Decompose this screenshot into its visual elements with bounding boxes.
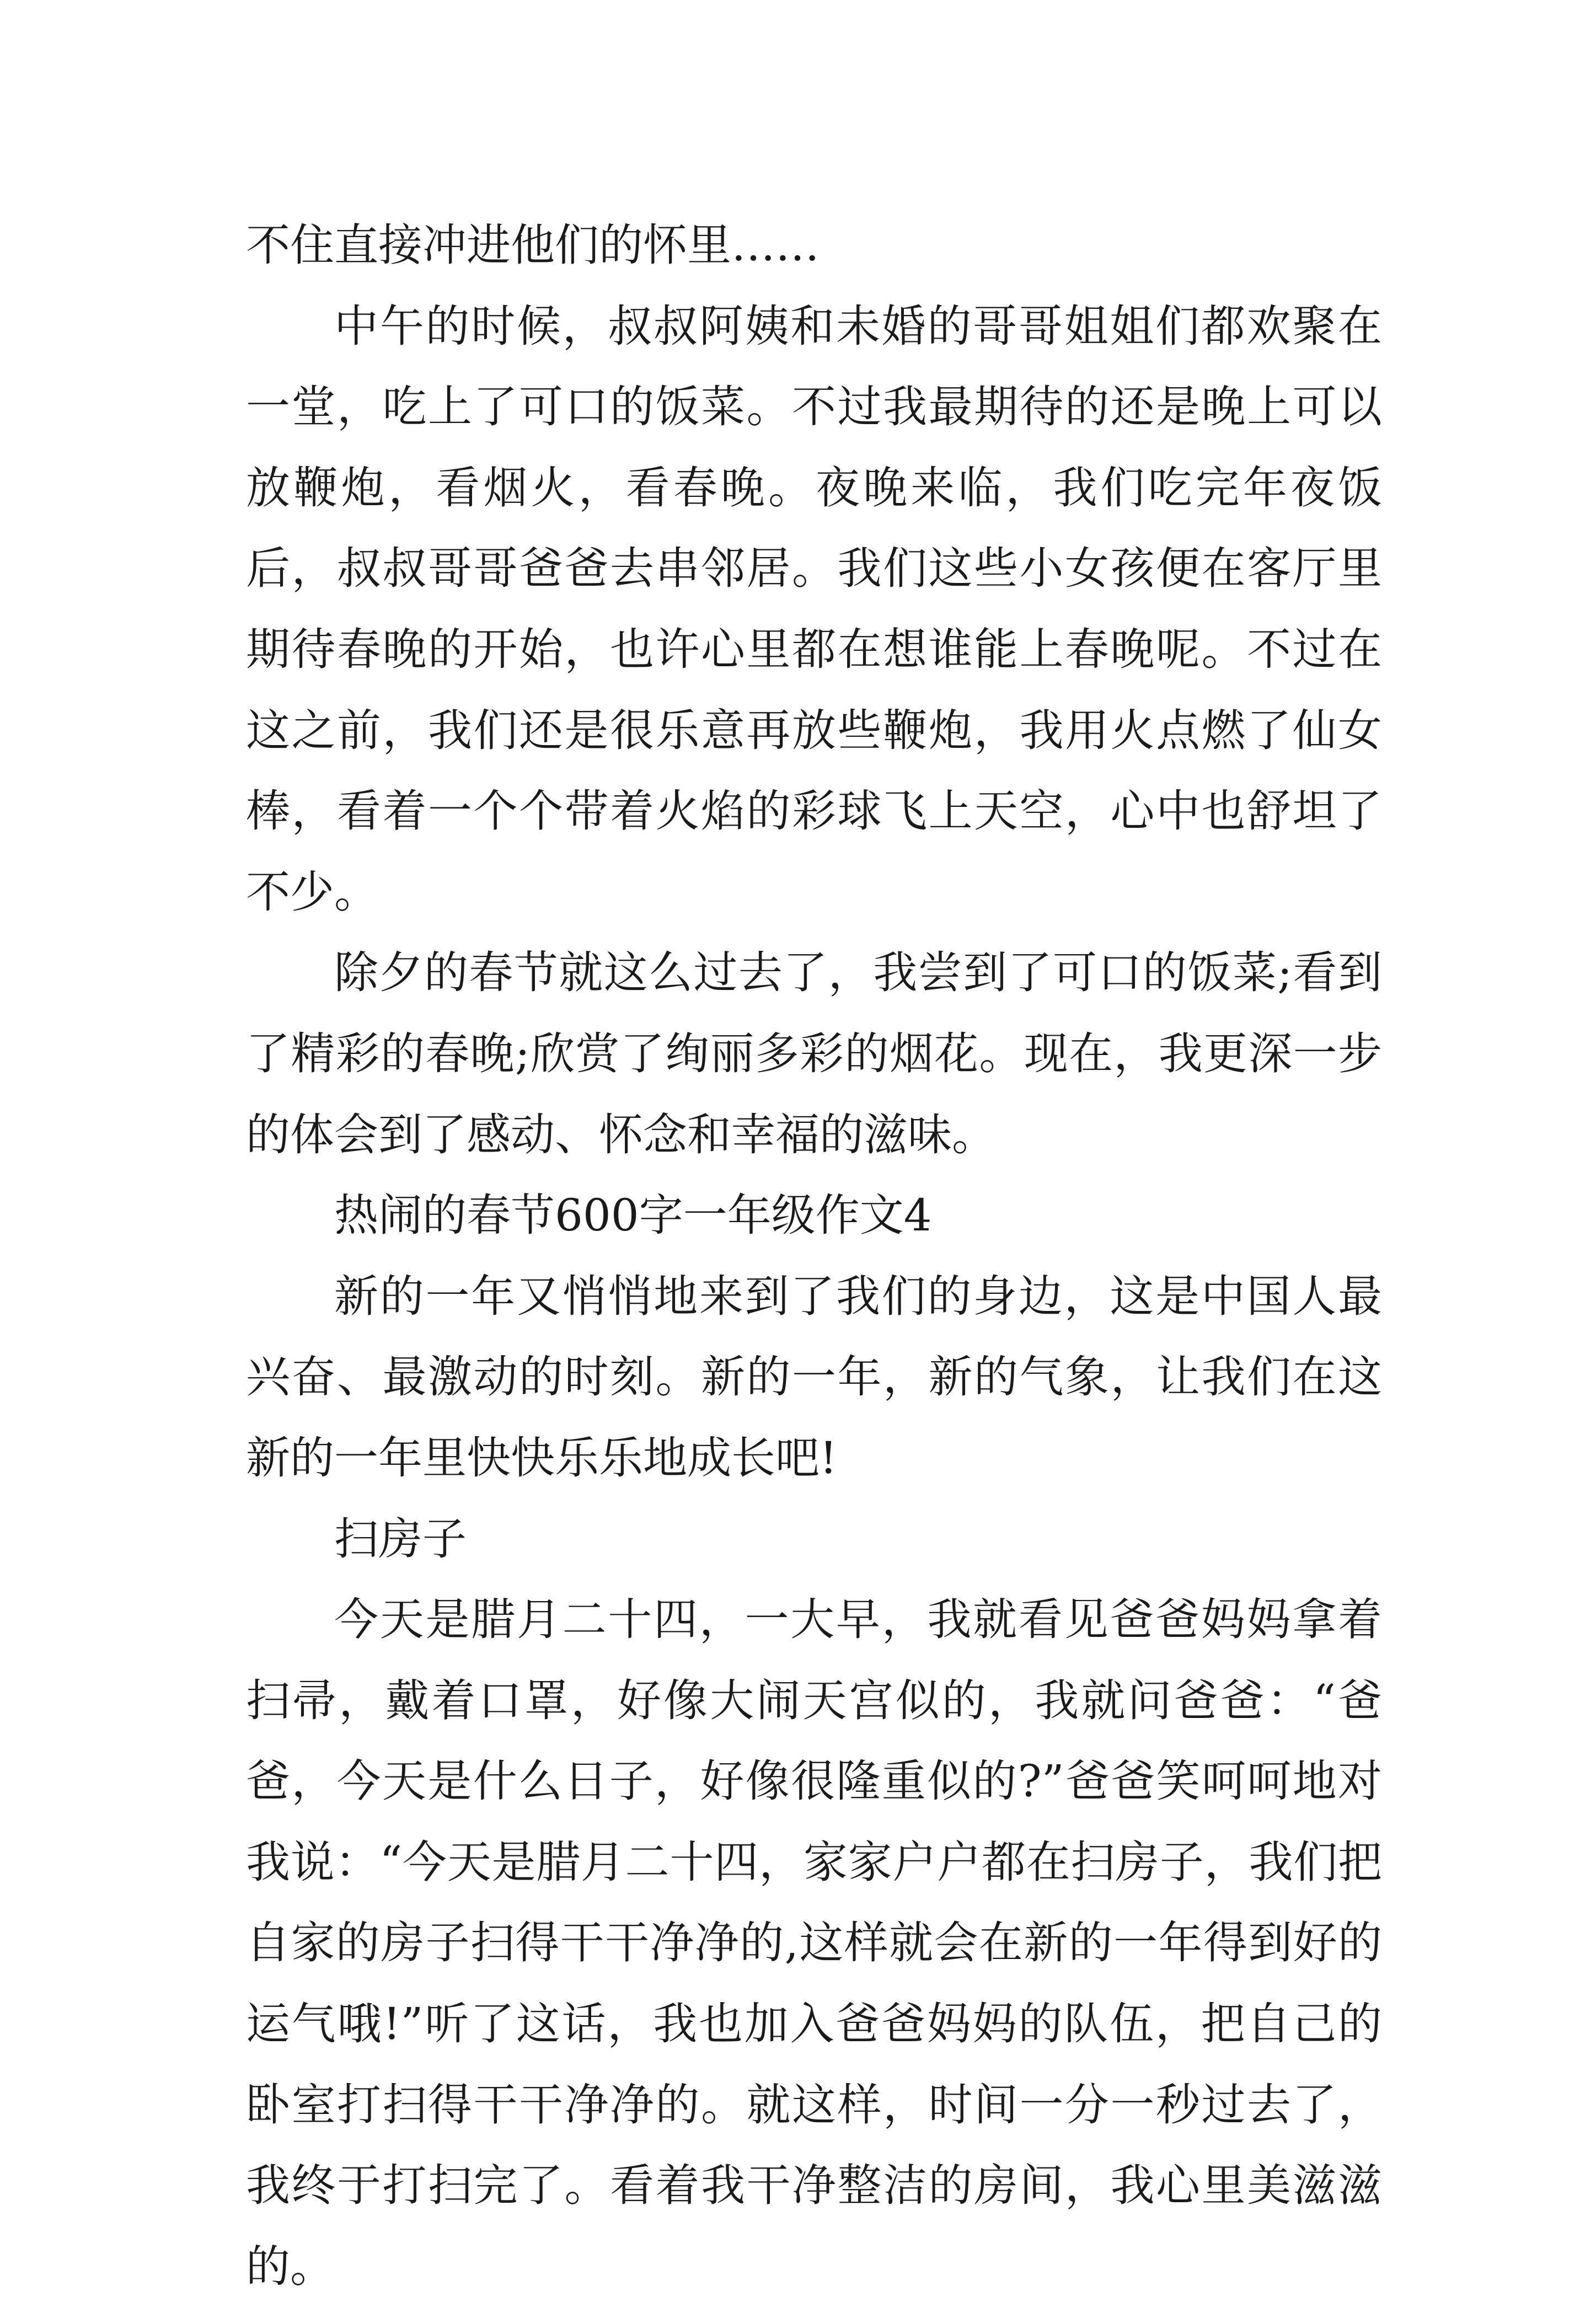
essay-heading: 热闹的春节600字一年级作文4 <box>334 1190 932 1241</box>
paragraph-new-year-arrival: 新的一年又悄悄地来到了我们的身边，这是中国人最兴奋、最激动的时刻。新的一年，新的气象，让我们在这新的一年里快快乐乐地成长吧! <box>246 1270 1382 1484</box>
document-body <box>246 205 1382 2307</box>
section-subtitle: 扫房子 <box>334 1513 467 1565</box>
paragraph-intro-fragment: 不住直接冲进他们的怀里…… <box>246 220 820 271</box>
paragraph-house-cleaning: 今天是腊月二十四，一大早，我就看见爸爸妈妈拿着扫帚，戴着口罩，好像大闹天宫似的，我就问爸爸：“爸爸，今天是什么日子，好像很隆重似的?”爸爸笑呵呵地对我说：“今天是腊月二十四，家家户户都在扫房子，我们把自家的房子扫得干干净净的,这样就会在新的一年得到好的运气哦!”听了这话，我也加入爸爸妈妈的队伍，把自己的卧室打扫得干干净净的。就这样，时间一分一秒过去了，我终于打扫完了。看着我干净整洁的房间，我心里美滋滋的。 <box>246 1594 1382 2292</box>
paragraph-new-year-eve-summary: 除夕的春节就这么过去了，我尝到了可口的饭菜;看到了精彩的春晚;欣赏了绚丽多彩的烟花。现在，我更深一步的体会到了感动、怀念和幸福的滋味。 <box>246 947 1382 1160</box>
paragraph-noon-gathering: 中午的时候，叔叔阿姨和未婚的哥哥姐姐们都欢聚在一堂，吃上了可口的饭菜。不过我最期待的还是晚上可以放鞭炮，看烟火，看春晚。夜晚来临，我们吃完年夜饭后，叔叔哥哥爸爸去串邻居。我们这些小女孩便在客厅里期待春晚的开始，也许心里都在想谁能上春晚呢。不过在这之前，我们还是很乐意再放些鞭炮，我用火点燃了仙女棒，看着一个个带着火焰的彩球飞上天空，心中也舒坦了不少。 <box>246 300 1382 918</box>
